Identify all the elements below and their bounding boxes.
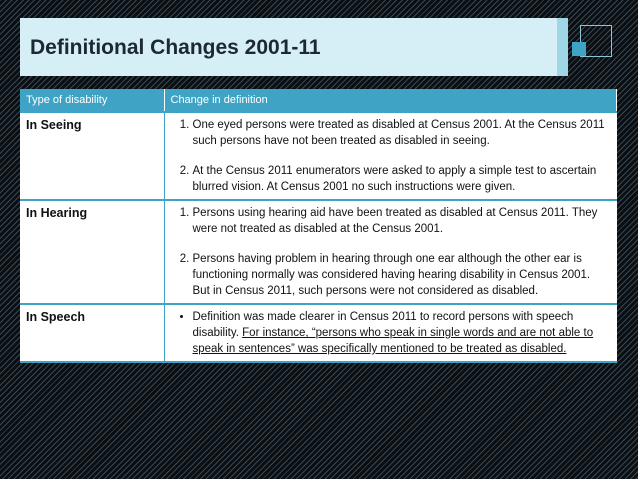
definition-table [20,89,617,363]
row-changes [164,200,617,304]
row-changes [164,304,617,362]
list-item: 2. At the Census 2011 enumerators were asked to apply a simple test to ascertain blurred vision. At Census 2001 no such instructions were given. [193,163,611,195]
table-header-row [20,89,617,112]
decorative-square-filled [572,42,586,56]
header-change: Change in definition [164,89,617,112]
row-changes [164,112,617,200]
table-row [20,200,617,304]
list-item [193,309,611,357]
row-type: In Seeing [20,112,164,200]
row-type: In Hearing [20,200,164,304]
list-item: 1. Persons using hearing aid have been treated as disabled at Census 2011. They were not treated as disabled at the Census 2001. [193,205,611,237]
slide-title: Definitional Changes 2001-11 [30,36,321,59]
list-item: 2. Persons having problem in hearing through one ear although the other ear is functioning normally was considered having hearing disability in Census 2001. But in Census 2011, such persons were not considered as disabled. [193,251,611,299]
title-accent-stripe [557,18,568,76]
bullet-underlined-text: For instance, “persons who speak in single words and are not able to speak in sentences” was specifically mentioned to be treated as disabled. [192,327,594,355]
bullet-text: Definition was made clearer in Census 2011 to record persons with speech disability. [192,311,574,339]
title-bar [20,18,568,76]
table-row [20,304,617,362]
table-row [20,112,617,200]
row-type: In Speech [20,304,164,362]
header-type: Type of disability [20,89,164,112]
list-item: 1. One eyed persons were treated as disabled at Census 2001. At the Census 2011 such persons have not been treated as disabled in seeing. [193,117,611,149]
